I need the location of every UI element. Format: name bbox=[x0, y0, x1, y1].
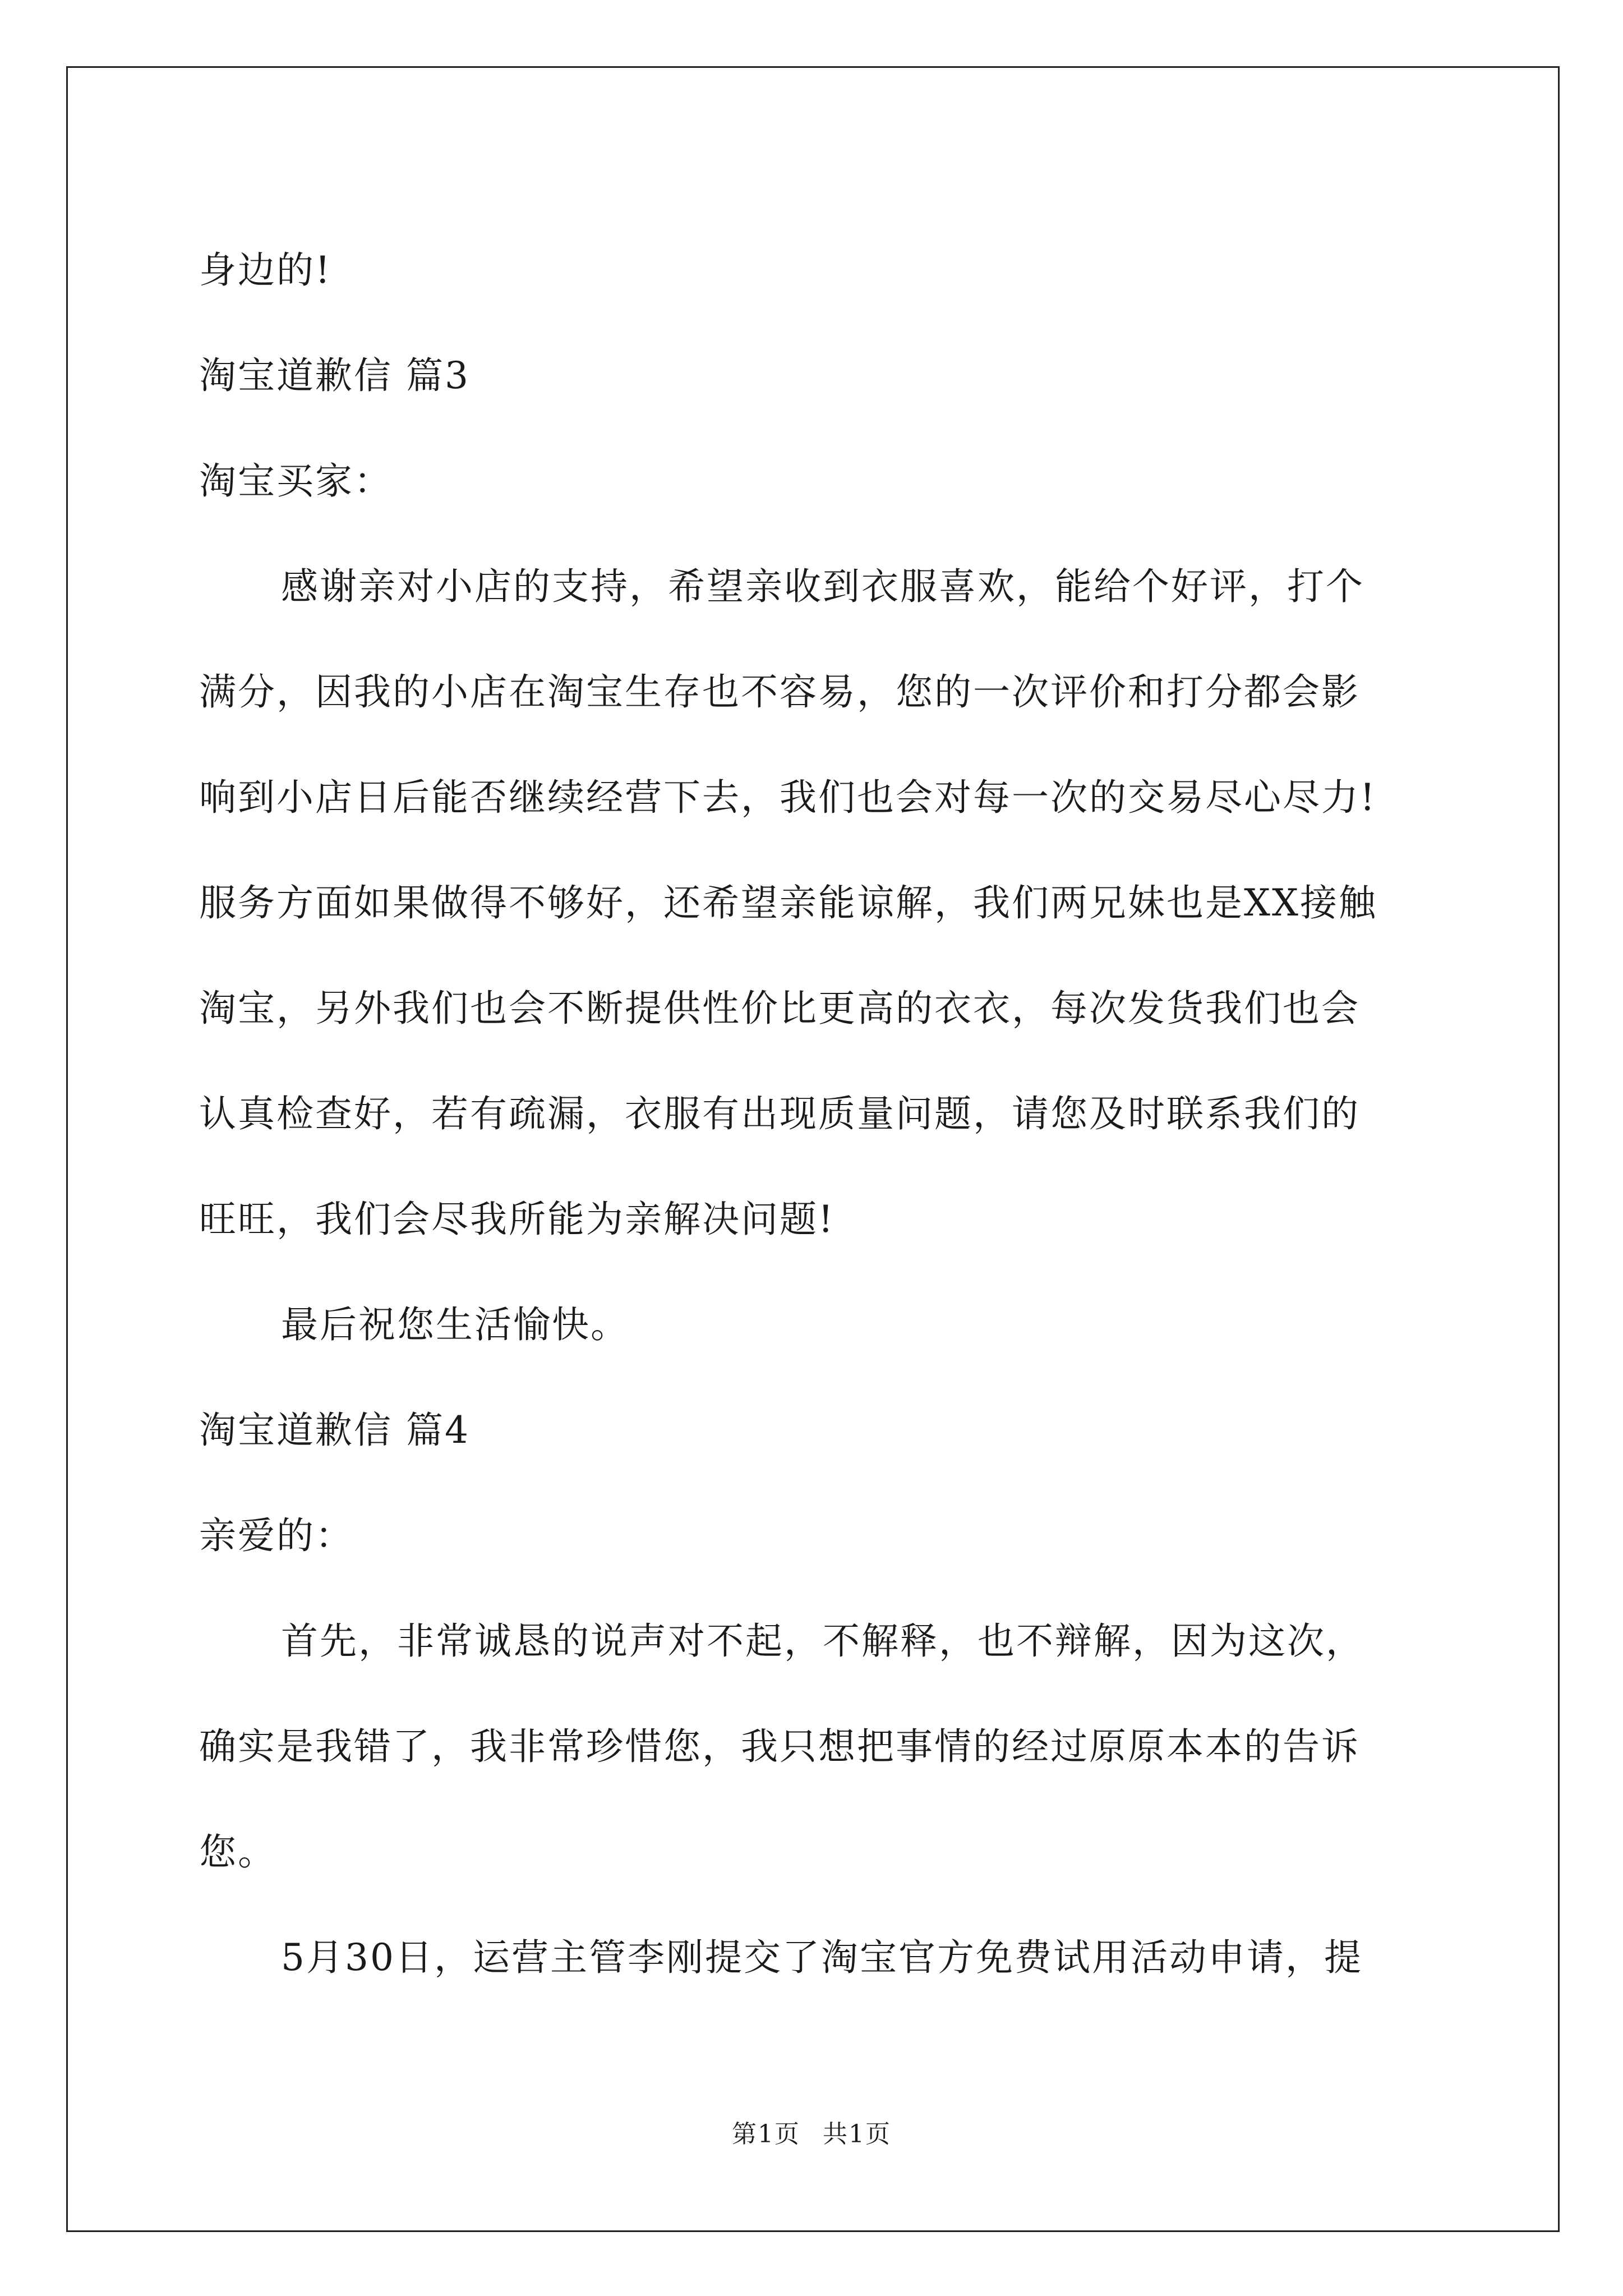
text-line: 身边的! bbox=[199, 249, 332, 292]
paragraph-line: 旺旺，我们会尽我所能为亲解决问题! bbox=[199, 1198, 835, 1241]
paragraph-line: 响到小店日后能否继续经营下去，我们也会对每一次的交易尽心尽力! bbox=[199, 776, 1377, 819]
paragraph-line: 确实是我错了，我非常珍惜您，我只想把事情的经过原原本本的告诉 bbox=[199, 1725, 1360, 1768]
paragraph-line: 认真检查好，若有疏漏，衣服有出现质量问题，请您及时联系我们的 bbox=[199, 1092, 1360, 1135]
page-total: 共1页 bbox=[823, 2120, 891, 2148]
section-heading: 淘宝道歉信 篇3 bbox=[199, 354, 470, 397]
paragraph-line: 首先，非常诚恳的说声对不起，不解释，也不辩解，因为这次， bbox=[281, 1619, 1364, 1663]
page-footer bbox=[0, 2114, 1623, 2150]
section-heading: 淘宝道歉信 篇4 bbox=[199, 1409, 470, 1452]
paragraph-line: 服务方面如果做得不够好，还希望亲能谅解，我们两兄妹也是XX接触 bbox=[199, 881, 1377, 924]
document-body bbox=[199, 218, 1433, 2010]
closing-line: 最后祝您生活愉快。 bbox=[281, 1303, 629, 1346]
salutation: 亲爱的： bbox=[199, 1514, 354, 1557]
paragraph-line: 5月30日，运营主管李刚提交了淘宝官方免费试用活动申请，提 bbox=[281, 1936, 1363, 1979]
salutation: 淘宝买家： bbox=[199, 459, 393, 503]
paragraph-line: 您。 bbox=[199, 1830, 276, 1874]
paragraph-line: 感谢亲对小店的支持，希望亲收到衣服喜欢，能给个好评，打个 bbox=[281, 565, 1364, 608]
page-number: 第1页 bbox=[732, 2120, 800, 2148]
paragraph-line: 满分，因我的小店在淘宝生存也不容易，您的一次评价和打分都会影 bbox=[199, 670, 1360, 714]
paragraph-line: 淘宝，另外我们也会不断提供性价比更高的衣衣，每次发货我们也会 bbox=[199, 987, 1360, 1030]
